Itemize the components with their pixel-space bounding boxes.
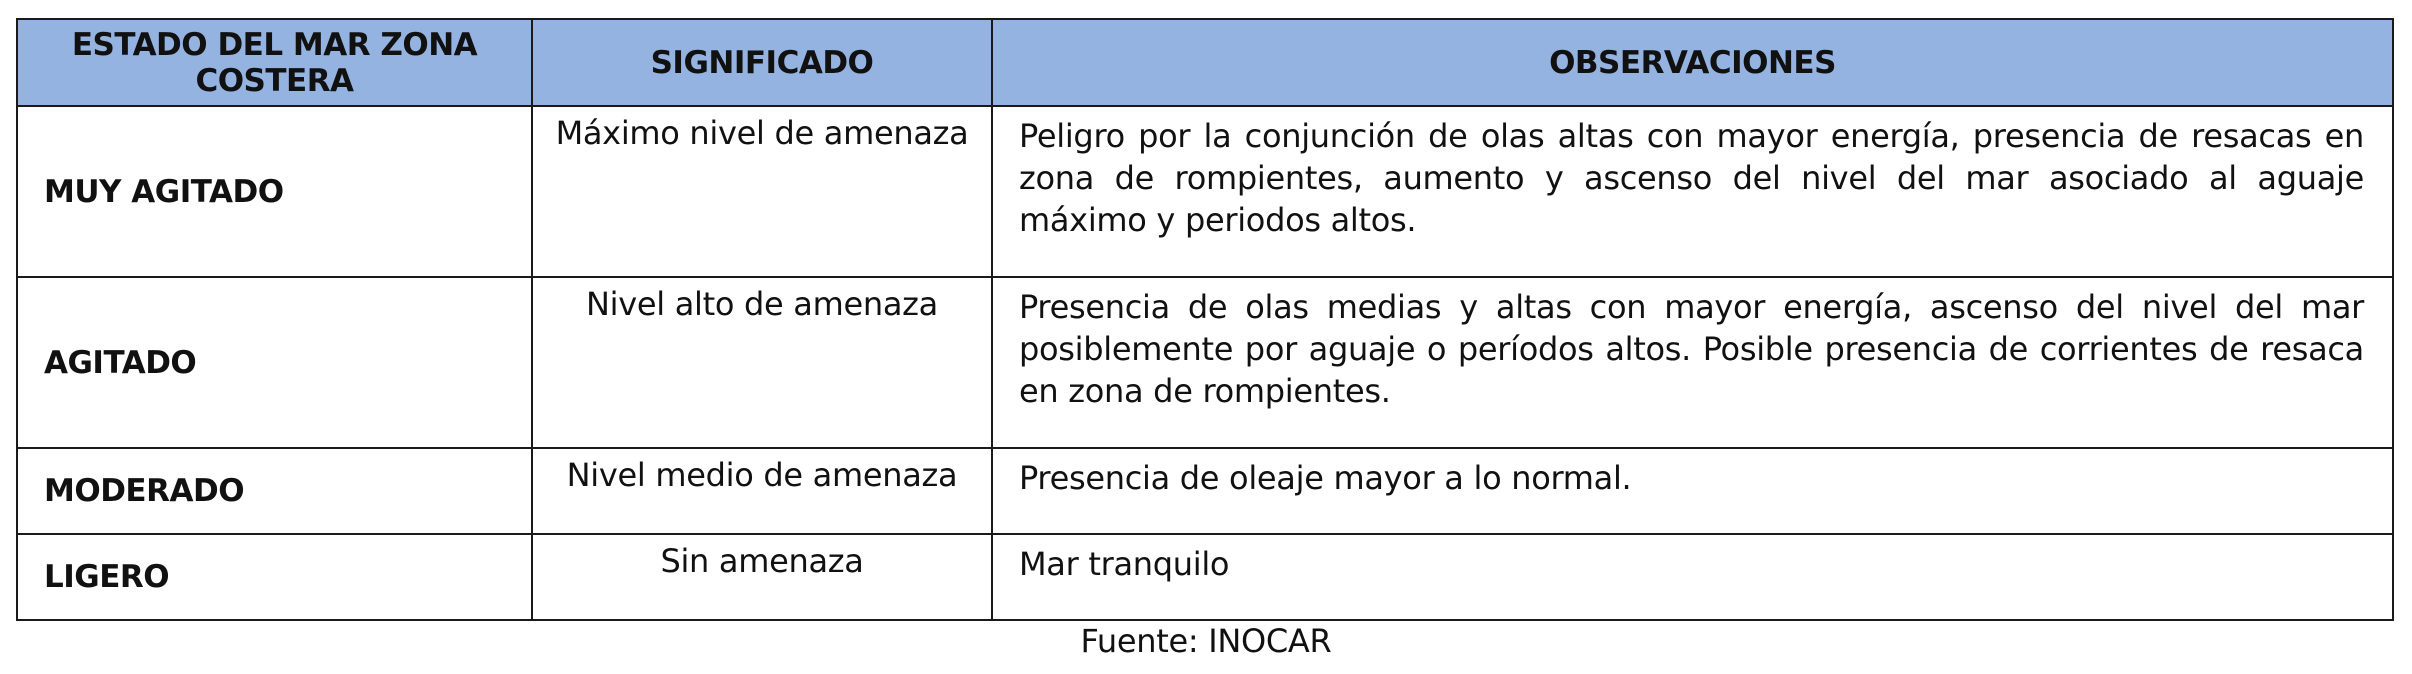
state-cell: LIGERO — [17, 534, 532, 620]
header-meaning: SIGNIFICADO — [532, 19, 992, 106]
table-row — [17, 448, 2393, 534]
table-row — [17, 277, 2393, 448]
meaning-cell: Máximo nivel de amenaza — [532, 106, 992, 277]
table-row — [17, 534, 2393, 620]
meaning-cell: Nivel medio de amenaza — [532, 448, 992, 534]
observations-cell: Presencia de olas medias y altas con mayor energía, ascenso del nivel del mar posiblemente por aguaje o períodos altos. Posible presencia de corrientes de resaca en zona de rompientes. — [992, 277, 2393, 448]
source-caption: Fuente: INOCAR — [1080, 622, 1332, 660]
header-state: ESTADO DEL MAR ZONA COSTERA — [17, 19, 532, 106]
sea-state-table — [16, 18, 2394, 621]
meaning-cell: Nivel alto de amenaza — [532, 277, 992, 448]
state-cell: AGITADO — [17, 277, 532, 448]
meaning-cell: Sin amenaza — [532, 534, 992, 620]
observations-cell: Presencia de oleaje mayor a lo normal. — [992, 448, 2393, 534]
observations-cell: Peligro por la conjunción de olas altas con mayor energía, presencia de resacas en zona de rompientes, aumento y ascenso del nivel del mar asociado al aguaje máximo y periodos altos. — [992, 106, 2393, 277]
table-header-row — [17, 19, 2393, 106]
state-cell: MUY AGITADO — [17, 106, 532, 277]
header-observations: OBSERVACIONES — [992, 19, 2393, 106]
state-cell: MODERADO — [17, 448, 532, 534]
observations-cell: Mar tranquilo — [992, 534, 2393, 620]
table-row — [17, 106, 2393, 277]
